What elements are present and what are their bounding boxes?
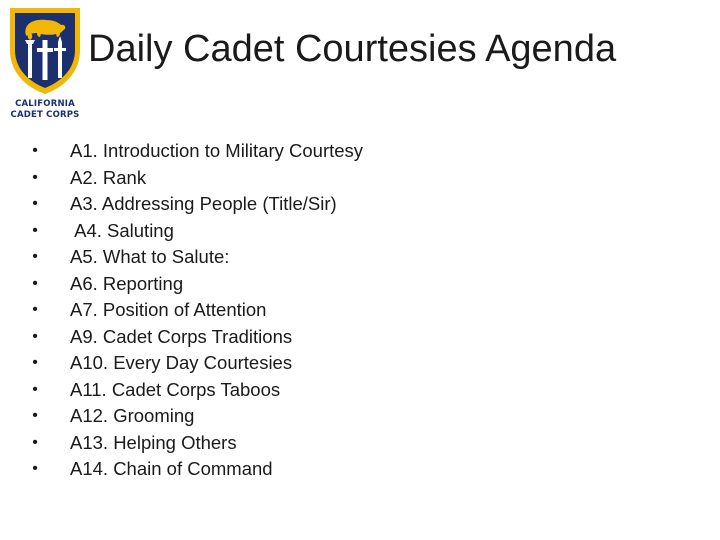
bullet: • bbox=[32, 168, 38, 186]
agenda-item bbox=[28, 165, 363, 192]
california-cadet-corps-logo bbox=[6, 4, 84, 122]
agenda-item bbox=[28, 377, 363, 404]
agenda-item-label: A5. What to Salute: bbox=[70, 246, 230, 267]
bullet: • bbox=[32, 380, 38, 398]
agenda-item bbox=[28, 271, 363, 298]
agenda-item bbox=[28, 430, 363, 457]
logo-text-line2: CADET CORPS bbox=[10, 110, 80, 120]
agenda-item bbox=[28, 244, 363, 271]
bullet: • bbox=[32, 195, 38, 212]
agenda-item bbox=[28, 456, 363, 483]
agenda-item bbox=[28, 138, 363, 165]
agenda-item-label: A7. Position of Attention bbox=[70, 299, 267, 320]
agenda-item-label: A1. Introduction to Military Courtesy bbox=[70, 140, 364, 161]
agenda-item-label: A3. Addressing People (Title/Sir) bbox=[70, 193, 337, 214]
bullet: • bbox=[32, 221, 38, 239]
bullet: • bbox=[32, 248, 38, 265]
bullet: • bbox=[32, 327, 38, 345]
page-title: Daily Cadet Courtesies Agenda bbox=[88, 28, 617, 70]
agenda-item-label: A11. Cadet Corps Taboos bbox=[70, 378, 281, 400]
agenda-item-label: A13. Helping Others bbox=[70, 431, 237, 453]
agenda-item-label: A2. Rank bbox=[70, 166, 147, 188]
agenda-item bbox=[28, 297, 363, 324]
bullet: • bbox=[32, 460, 38, 477]
bullet: • bbox=[32, 142, 38, 159]
bullet: • bbox=[32, 433, 38, 451]
bullet: • bbox=[32, 301, 38, 318]
logo-text bbox=[6, 99, 84, 121]
agenda-item-label: A10. Every Day Courtesies bbox=[70, 352, 293, 373]
agenda-item-label: A9. Cadet Corps Traditions bbox=[70, 325, 293, 347]
agenda-item-label: A12. Grooming bbox=[70, 405, 195, 426]
bullet: • bbox=[32, 354, 38, 371]
agenda-item bbox=[28, 218, 363, 245]
agenda-item-label: A4. Saluting bbox=[70, 219, 174, 241]
shield-icon bbox=[6, 4, 84, 96]
agenda-item bbox=[28, 350, 363, 377]
logo-text-line1: CALIFORNIA bbox=[15, 99, 75, 109]
agenda-list bbox=[28, 138, 363, 483]
agenda-item-label: A14. Chain of Command bbox=[70, 458, 273, 479]
agenda-item-label: A6. Reporting bbox=[70, 272, 184, 294]
agenda-item bbox=[28, 403, 363, 430]
agenda-item bbox=[28, 324, 363, 351]
bullet: • bbox=[32, 407, 38, 424]
agenda-item bbox=[28, 191, 363, 218]
bullet: • bbox=[32, 274, 38, 292]
